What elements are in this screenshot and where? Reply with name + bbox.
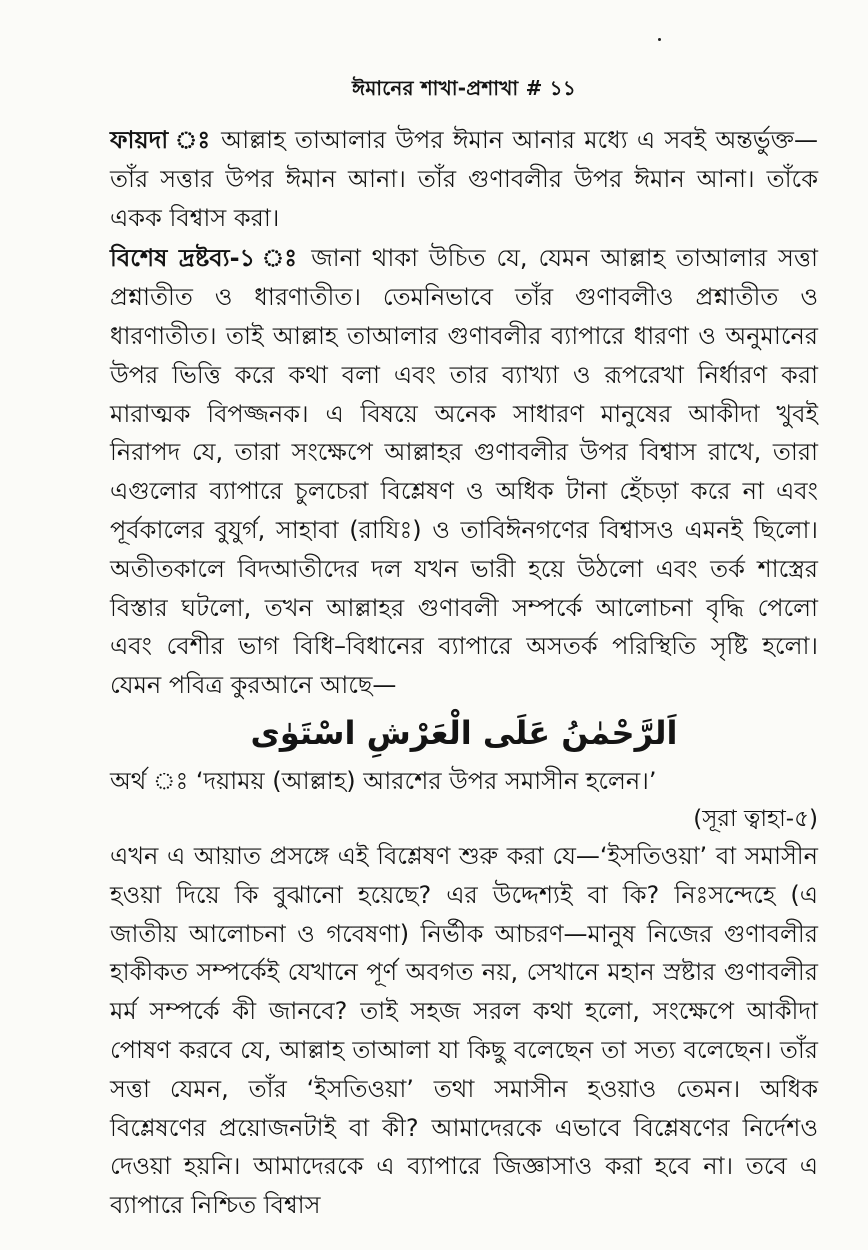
verse-meaning: অর্থ ঃ ‘দয়াময় (আল্লাহ) আরশের উপর সমাসীন হলেন।’ [110,766,657,795]
paragraph-lead: বিশেষ দ্রষ্টব্য-১ ঃ [110,244,301,273]
paragraph-explanation: এখন এ আয়াত প্রসঙ্গে এই বিশ্লেষণ শুরু করা যে—‘ইসতিওয়া’ বা সমাসীন হওয়া দিয়ে কি বুঝানো হয়েছে? এর উদ্দেশ্যই বা কি? নিঃসন্দেহে (এ জাতীয় আলোচনা ও গবেষণা) নির্ভীক আচরণ—মানুষ নিজের গুণাবলীর হাকীকত সম্পর্কেই যেখানে পূর্ণ অবগত নয়, সেখানে মহান স্রষ্টার গুণাবলীর মর্ম সম্পর্কে কী জানবে? তাই সহজ সরল কথা হলো, সংক্ষেপে আকীদা পোষণ করবে যে, আল্লাহ তাআলা যা কিছু বলেছেন তা সত্য বলেছেন। তাঁর সত্তা যেমন, তাঁর ‘ইসতিওয়া’ তথা সমাসীন হওয়াও তেমন। অধিক বিশ্লেষণের প্রয়োজনটাই বা কী? আমাদেরকে এভাবে বিশ্লেষণের নির্দেশও দেওয়া হয়নি। আমাদেরকে এ ব্যাপারে জিজ্ঞাসাও করা হবে না। তবে এ ব্যাপারে নিশ্চিত বিশ্বাস [110,841,818,1220]
arabic-verse: اَلرَّحْمٰنُ عَلَى الْعَرْشِ اسْتَوٰى [250,713,678,752]
paragraph-benefit [110,121,818,237]
paragraph-text: আল্লাহ তাআলার উপর ঈমান আনার মধ্যে এ সবই অন্তর্ভুক্ত—তাঁর সত্তার উপর ঈমান আনা। তাঁর গুণাবলীর উপর ঈমান আনা। তাঁকে একক বিশ্বাস করা। [110,126,818,232]
running-header: ঈমানের শাখা-প্রশাখা # ১১ [351,76,577,100]
verse-reference: (সূরা ত্বাহা-৫) [693,805,818,832]
paragraph-lead: ফায়দা ঃ [110,126,212,154]
paragraph-special-note [110,239,818,705]
print-speck [658,38,661,41]
paragraph-text: জানা থাকা উচিত যে, যেমন আল্লাহ তাআলার সত্তা প্রশ্নাতীত ও ধারণাতীত। তেমনিভাবে তাঁর গুণাবলীও প্রশ্নাতীত ও ধারণাতীত। তাই আল্লাহ তাআলার গুণাবলীর ব্যাপারে ধারণা ও অনুমানের উপর ভিত্তি করে কথা বলা এবং তার ব্যাখ্যা ও রূপরেখা নির্ধারণ করা মারাত্মক বিপজ্জনক। এ বিষয়ে অনেক সাধারণ মানুষের আকীদা খুবই নিরাপদ যে, তারা সংক্ষেপে আল্লাহর গুণাবলীর উপর বিশ্বাস রাখে, তারা এগুলোর ব্যাপারে চুলচেরা বিশ্লেষণ ও অধিক টানা হেঁচড়া করে না এবং পূর্বকালের বুযুর্গ, সাহাবা (রাযিঃ) ও তাবিঈনগণের বিশ্বাসও এমনই ছিলো। অতীতকালে বিদআতীদের দল যখন ভারী হয়ে উঠলো এবং তর্ক শাস্ত্রের বিস্তার ঘটলো, তখন আল্লাহর গুণাবলী সম্পর্কে আলোচনা বৃদ্ধি পেলো এবং বেশীর ভাগ বিধি–বিধানের ব্যাপারে অসতর্ক পরিস্থিতি সৃষ্টি হলো। যেমন পবিত্র কুরআনে আছে— [110,244,818,700]
